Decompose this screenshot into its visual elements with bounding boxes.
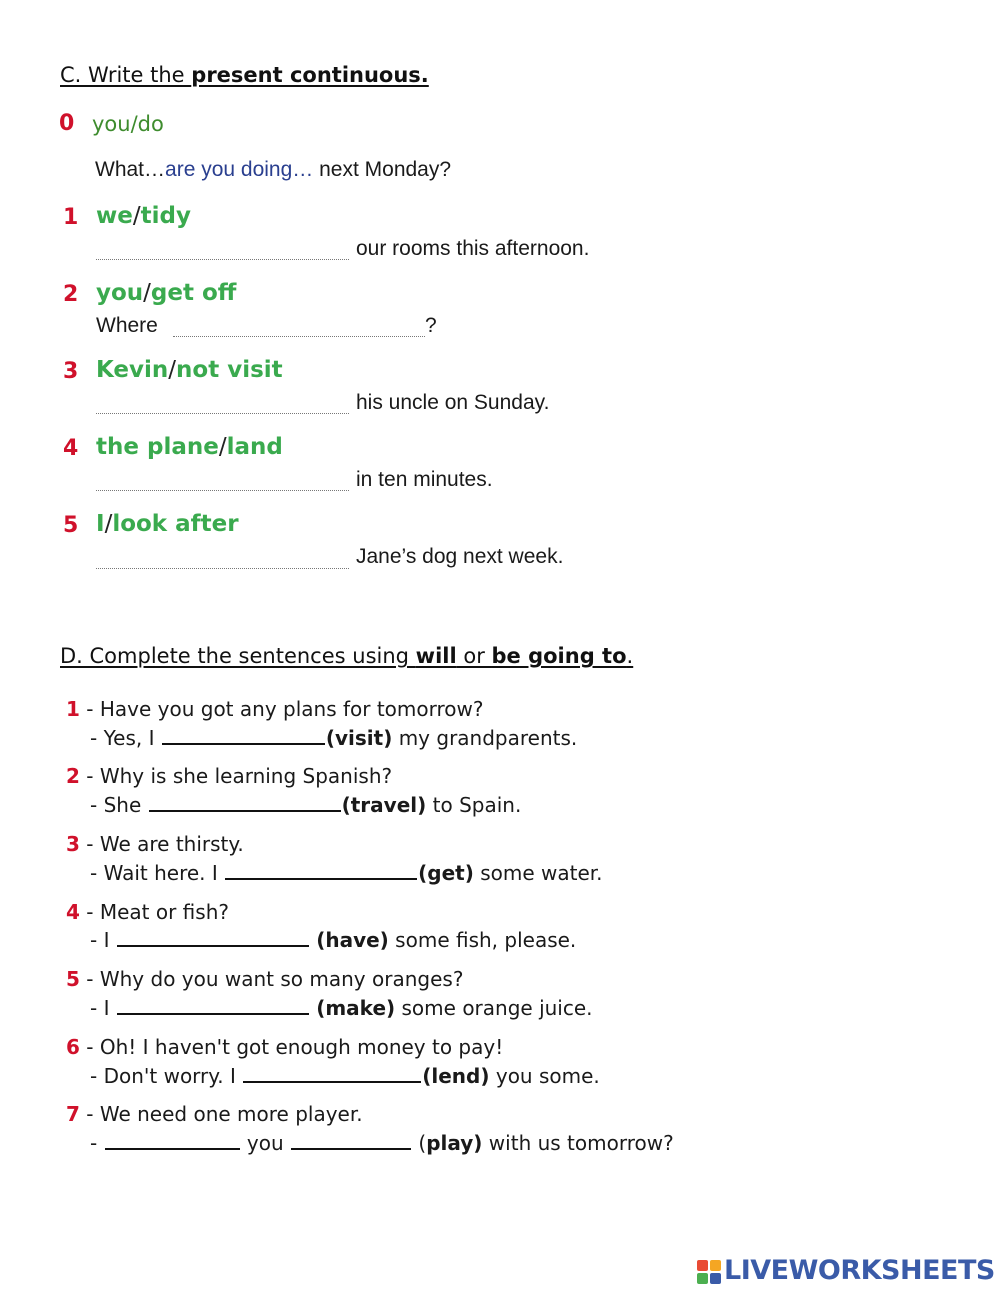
answer-line: - Yes, I (visit) my grandparents. bbox=[90, 726, 578, 750]
item-number: 5 bbox=[63, 513, 79, 538]
answer-blank[interactable] bbox=[162, 725, 325, 745]
liveworksheets-logo-icon bbox=[697, 1260, 721, 1284]
answer-line: - Don't worry. I (lend) you some. bbox=[90, 1064, 600, 1088]
answer-field[interactable] bbox=[96, 412, 349, 414]
answer-blank[interactable] bbox=[149, 792, 341, 812]
answer-field[interactable] bbox=[96, 489, 349, 491]
answer-line: - I (have) some fish, please. bbox=[90, 928, 577, 952]
example-sentence: What…are you doing… next Monday? bbox=[95, 158, 452, 181]
item-number: 0 bbox=[59, 111, 75, 136]
answer-line: - I (make) some orange juice. bbox=[90, 996, 593, 1020]
answer-blank[interactable] bbox=[117, 995, 309, 1015]
item-sentence-end: in ten minutes. bbox=[356, 468, 493, 491]
question-line: 7 - We need one more player. bbox=[66, 1102, 363, 1126]
example-answer: are you doing… bbox=[165, 158, 314, 181]
answer-blank[interactable] bbox=[105, 1130, 240, 1150]
section-c-heading: C. Write the present continuous. bbox=[60, 63, 429, 87]
answer-blank[interactable] bbox=[117, 927, 309, 947]
item-prompt: we/tidy bbox=[96, 203, 191, 229]
answer-blank[interactable] bbox=[291, 1130, 411, 1150]
item-prompt: Kevin/not visit bbox=[96, 357, 283, 383]
item-number: 3 bbox=[63, 359, 79, 384]
item-prompt: you/get off bbox=[96, 280, 237, 306]
answer-line: - Wait here. I (get) some water. bbox=[90, 861, 603, 885]
item-number: 4 bbox=[63, 436, 79, 461]
item-sentence-end: our rooms this afternoon. bbox=[356, 237, 590, 260]
item-sentence-end: Jane’s dog next week. bbox=[356, 545, 564, 568]
item-sentence-end: ? bbox=[425, 314, 437, 337]
question-line: 6 - Oh! I haven't got enough money to pay! bbox=[66, 1035, 504, 1059]
example-prompt: you/do bbox=[92, 112, 164, 136]
item-prompt: the plane/land bbox=[96, 434, 283, 460]
answer-line: - you (play) with us tomorrow? bbox=[90, 1131, 674, 1155]
question-line: 2 - Why is she learning Spanish? bbox=[66, 764, 393, 788]
question-line: 3 - We are thirsty. bbox=[66, 832, 244, 856]
item-number: 1 bbox=[63, 205, 79, 230]
item-sentence-end: his uncle on Sunday. bbox=[356, 391, 550, 414]
section-d-heading: D. Complete the sentences using will or be going to. bbox=[60, 644, 634, 668]
answer-blank[interactable] bbox=[243, 1063, 421, 1083]
question-line: 4 - Meat or fish? bbox=[66, 900, 229, 924]
item-prompt: I/look after bbox=[96, 511, 239, 537]
question-line: 5 - Why do you want so many oranges? bbox=[66, 967, 464, 991]
question-line: 1 - Have you got any plans for tomorrow? bbox=[66, 697, 484, 721]
logo-text: LIVEWORKSHEETS bbox=[724, 1255, 995, 1286]
answer-field[interactable] bbox=[96, 258, 349, 260]
answer-blank[interactable] bbox=[225, 860, 417, 880]
answer-field[interactable] bbox=[96, 567, 349, 569]
item-number: 2 bbox=[63, 282, 79, 307]
item-sentence-start: Where bbox=[96, 314, 158, 337]
answer-field[interactable] bbox=[173, 335, 425, 337]
answer-line: - She (travel) to Spain. bbox=[90, 793, 522, 817]
